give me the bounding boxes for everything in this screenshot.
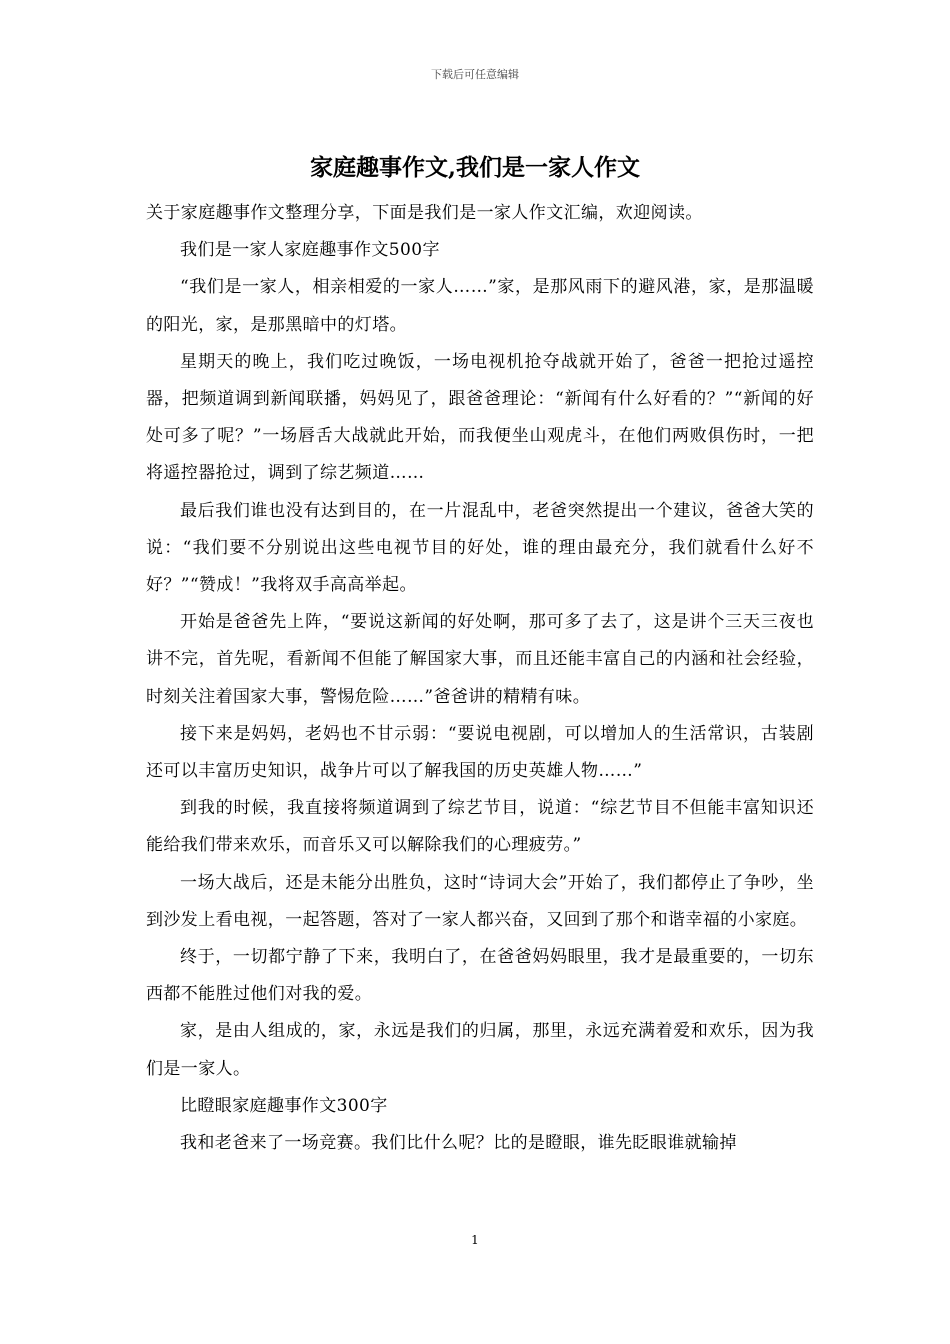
section-heading-staring: 比瞪眼家庭趣事作文300字 — [180, 1095, 388, 1116]
body-paragraph: 最后我们谁也没有达到目的，在一片混乱中，老爸突然提出一个建议，爸爸大笑的说：“我们要不分别说出这些电视节目的好处，谁的理由最充分，我们就看什么好不好？”“赞成！”我将双手高高举起。 — [146, 500, 814, 596]
body-paragraph: 一场大战后，还是未能分出胜负，这时“诗词大会”开始了，我们都停止了争吵，坐到沙发上看电视，一起答题，答对了一家人都兴奋，又回到了那个和谐幸福的小家庭。 — [146, 872, 814, 930]
body-paragraph: 终于，一切都宁静了下来，我明白了，在爸爸妈妈眼里，我才是最重要的，一切东西都不能胜过他们对我的爱。 — [146, 947, 814, 1005]
body-paragraph: 我和老爸来了一场竞赛。我们比什么呢？比的是瞪眼，谁先眨眼谁就输掉 — [180, 1133, 737, 1154]
body-paragraph: 到我的时候，我直接将频道调到了综艺节目，说道：“综艺节目不但能丰富知识还能给我们带来欢乐，而音乐又可以解除我们的心理疲劳。” — [146, 798, 814, 856]
body-paragraph: 星期天的晚上，我们吃过晚饭，一场电视机抢夺战就开始了，爸爸一把抢过遥控器，把频道调到新闻联播，妈妈见了，跟爸爸理论：“新闻有什么好看的？”“新闻的好处可多了呢？”一场唇舌大战就此开始，而我便坐山观虎斗，在他们两败俱伤时，一把将遥控器抢过，调到了综艺频道…… — [146, 351, 814, 484]
header-note: 下载后可任意编辑 — [431, 68, 519, 81]
section-heading-family: 我们是一家人家庭趣事作文500字 — [180, 240, 440, 261]
intro-paragraph: 关于家庭趣事作文整理分享，下面是我们是一家人作文汇编，欢迎阅读。 — [146, 203, 703, 223]
document-body — [146, 195, 814, 1162]
body-paragraph: “我们是一家人，相亲相爱的一家人……”家，是那风雨下的避风港，家，是那温暖的阳光，家，是那黑暗中的灯塔。 — [146, 277, 814, 335]
body-paragraph: 家，是由人组成的，家，永远是我们的归属，那里，永远充满着爱和欢乐，因为我们是一家人。 — [146, 1021, 814, 1079]
page-number: 1 — [471, 1233, 479, 1247]
body-paragraph: 接下来是妈妈，老妈也不甘示弱：“要说电视剧，可以增加人的生活常识，古装剧还可以丰富历史知识，战争片可以了解我国的历史英雄人物……” — [146, 723, 814, 782]
document-title: 家庭趣事作文,我们是一家人作文 — [309, 154, 640, 181]
body-paragraph: 开始是爸爸先上阵，“要说这新闻的好处啊，那可多了去了，这是讲个三天三夜也讲不完，首先呢，看新闻不但能了解国家大事，而且还能丰富自己的内涵和社会经验，时刻关注着国家大事，警惕危险……”爸爸讲的精精有味。 — [146, 612, 814, 707]
